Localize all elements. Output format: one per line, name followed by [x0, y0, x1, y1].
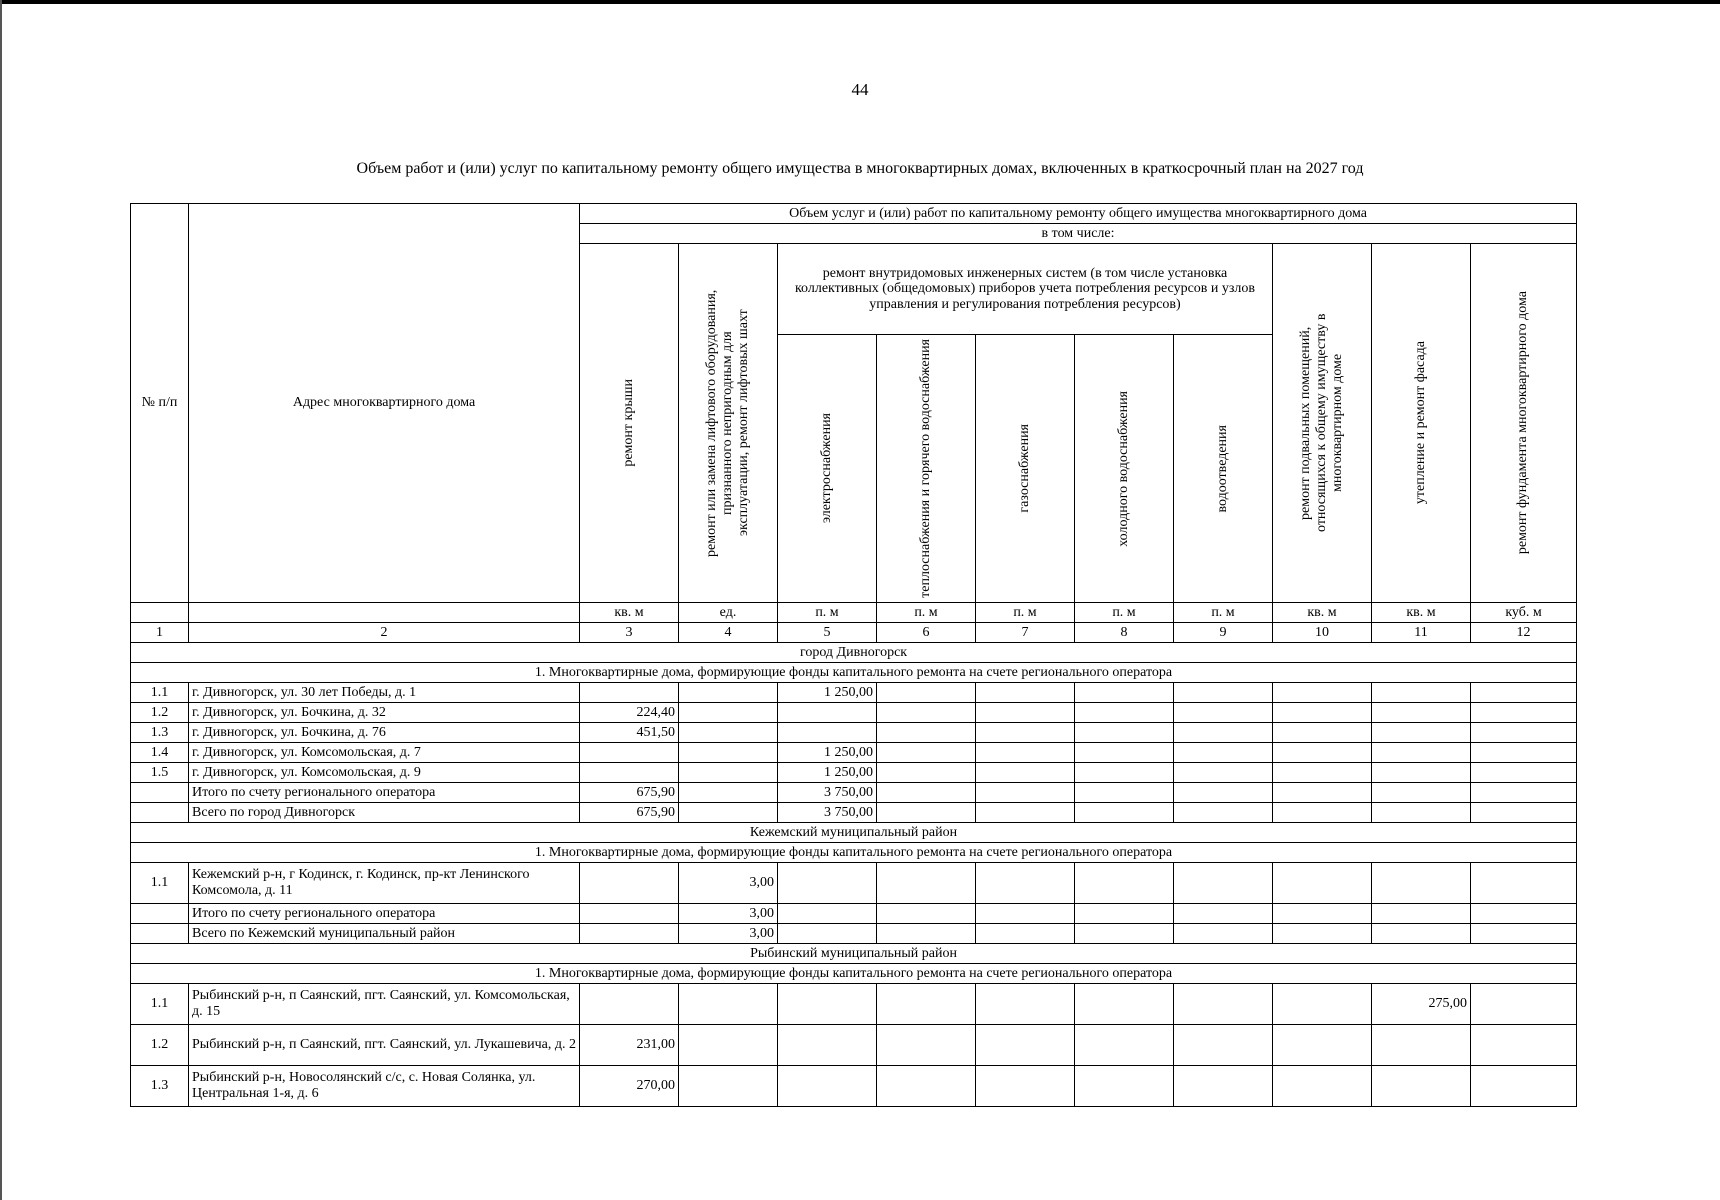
- value-cell: [1174, 682, 1273, 702]
- unit-cell: куб. м: [1471, 602, 1577, 622]
- value-cell: [976, 722, 1075, 742]
- value-cell: [580, 923, 679, 943]
- value-cell: [679, 1024, 778, 1065]
- value-cell: [1372, 862, 1471, 903]
- value-cell: [877, 782, 976, 802]
- row-address: г. Дивногорск, ул. Комсомольская, д. 9: [189, 762, 580, 782]
- value-cell: [1075, 782, 1174, 802]
- value-cell: [1372, 923, 1471, 943]
- value-cell: 275,00: [1372, 983, 1471, 1024]
- header-including: в том числе:: [580, 224, 1577, 244]
- value-cell: [1273, 682, 1372, 702]
- value-cell: [1075, 903, 1174, 923]
- units-row: [131, 602, 1577, 622]
- value-cell: [877, 682, 976, 702]
- col-number: 7: [976, 622, 1075, 642]
- row-address: Рыбинский р-н, п Саянский, пгт. Саянский, ул. Лукашевича, д. 2: [189, 1024, 580, 1065]
- unit-cell: кв. м: [1372, 602, 1471, 622]
- value-cell: [679, 762, 778, 782]
- col-number: 1: [131, 622, 189, 642]
- value-cell: [976, 802, 1075, 822]
- value-cell: 1 250,00: [778, 742, 877, 762]
- row-number: 1.1: [131, 682, 189, 702]
- table-row: [131, 722, 1577, 742]
- value-cell: [1075, 802, 1174, 822]
- value-cell: [778, 1065, 877, 1106]
- value-cell: [580, 762, 679, 782]
- value-cell: [1372, 722, 1471, 742]
- header-roof: ремонт крыши: [580, 244, 679, 603]
- value-cell: 1 250,00: [778, 762, 877, 782]
- col-number: 3: [580, 622, 679, 642]
- row-number: [131, 903, 189, 923]
- section-title: город Дивногорск: [131, 642, 1577, 662]
- value-cell: 224,40: [580, 702, 679, 722]
- value-cell: [1174, 722, 1273, 742]
- row-number: 1.2: [131, 1024, 189, 1065]
- header-drainage: водоотведения: [1174, 335, 1273, 603]
- value-cell: [1471, 1065, 1577, 1106]
- value-cell: [976, 762, 1075, 782]
- section-row: [131, 822, 1577, 842]
- value-cell: [1471, 983, 1577, 1024]
- value-cell: [1174, 923, 1273, 943]
- value-cell: [1372, 742, 1471, 762]
- value-cell: [778, 702, 877, 722]
- value-cell: 1 250,00: [778, 682, 877, 702]
- value-cell: [976, 682, 1075, 702]
- value-cell: [877, 983, 976, 1024]
- value-cell: [1075, 1024, 1174, 1065]
- row-number: [131, 802, 189, 822]
- value-cell: [1471, 722, 1577, 742]
- unit-cell: кв. м: [1273, 602, 1372, 622]
- value-cell: [1174, 782, 1273, 802]
- value-cell: 3 750,00: [778, 802, 877, 822]
- value-cell: [1174, 903, 1273, 923]
- row-address: Всего по Кежемский муниципальный район: [189, 923, 580, 943]
- header-engineering: ремонт внутридомовых инженерных систем (в том числе установка коллективных (общедомовых) приборов учета потребления ресурсов и узлов управления и регулирования потребления ресурсов): [778, 244, 1273, 335]
- value-cell: [877, 722, 976, 742]
- value-cell: [778, 722, 877, 742]
- value-cell: [778, 923, 877, 943]
- row-address: Рыбинский р-н, Новосолянский с/с, с. Новая Солянка, ул. Центральная 1-я, д. 6: [189, 1065, 580, 1106]
- row-number: 1.1: [131, 983, 189, 1024]
- header-facade: утепление и ремонт фасада: [1372, 244, 1471, 603]
- value-cell: [976, 983, 1075, 1024]
- col-number: 4: [679, 622, 778, 642]
- value-cell: [976, 1024, 1075, 1065]
- row-number: 1.4: [131, 742, 189, 762]
- value-cell: [1174, 742, 1273, 762]
- column-numbers-row: [131, 622, 1577, 642]
- row-number: 1.3: [131, 1065, 189, 1106]
- value-cell: [1471, 742, 1577, 762]
- value-cell: [976, 903, 1075, 923]
- table-row: [131, 903, 1577, 923]
- value-cell: [1273, 702, 1372, 722]
- header-heat: теплоснабжения и горячего водоснабжения: [877, 335, 976, 603]
- value-cell: [976, 782, 1075, 802]
- value-cell: [1471, 923, 1577, 943]
- row-address: Итого по счету регионального оператора: [189, 903, 580, 923]
- unit-cell: п. м: [877, 602, 976, 622]
- value-cell: [679, 702, 778, 722]
- table-row: [131, 1065, 1577, 1106]
- header-elevator: ремонт или замена лифтового оборудования, признанного непригодным для эксплуатации, ремонт лифтовых шахт: [679, 244, 778, 603]
- value-cell: [976, 702, 1075, 722]
- value-cell: [1471, 1024, 1577, 1065]
- subsection-row: [131, 963, 1577, 983]
- row-number: 1.2: [131, 702, 189, 722]
- col-number: 8: [1075, 622, 1174, 642]
- value-cell: [1075, 1065, 1174, 1106]
- value-cell: [1273, 862, 1372, 903]
- value-cell: [1174, 1065, 1273, 1106]
- header-cold-water: холодного водоснабжения: [1075, 335, 1174, 603]
- value-cell: [1372, 762, 1471, 782]
- col-number: 5: [778, 622, 877, 642]
- value-cell: [1471, 702, 1577, 722]
- value-cell: [679, 782, 778, 802]
- value-cell: [1372, 782, 1471, 802]
- value-cell: [1174, 802, 1273, 822]
- table-row: [131, 923, 1577, 943]
- row-number: 1.1: [131, 862, 189, 903]
- value-cell: 3,00: [679, 862, 778, 903]
- col-number: 11: [1372, 622, 1471, 642]
- header-basement: ремонт подвальных помещений, относящихся к общему имуществу в многоквартирном доме: [1273, 244, 1372, 603]
- subsection-row: [131, 662, 1577, 682]
- row-number: [131, 923, 189, 943]
- value-cell: [877, 1065, 976, 1106]
- row-address: Рыбинский р-н, п Саянский, пгт. Саянский, ул. Комсомольская, д. 15: [189, 983, 580, 1024]
- value-cell: [976, 862, 1075, 903]
- value-cell: [679, 722, 778, 742]
- value-cell: [1273, 782, 1372, 802]
- value-cell: [1273, 802, 1372, 822]
- value-cell: [1174, 1024, 1273, 1065]
- value-cell: [1372, 802, 1471, 822]
- header-gas: газоснабжения: [976, 335, 1075, 603]
- value-cell: [1174, 702, 1273, 722]
- table-row: [131, 1024, 1577, 1065]
- value-cell: [1372, 682, 1471, 702]
- value-cell: [1471, 762, 1577, 782]
- header-electric: электроснабжения: [778, 335, 877, 603]
- value-cell: [1471, 862, 1577, 903]
- value-cell: [1273, 1024, 1372, 1065]
- value-cell: 451,50: [580, 722, 679, 742]
- header-address: Адрес многоквартирного дома: [189, 204, 580, 603]
- row-address: Итого по счету регионального оператора: [189, 782, 580, 802]
- value-cell: [580, 983, 679, 1024]
- value-cell: [1273, 903, 1372, 923]
- value-cell: [976, 742, 1075, 762]
- table-row: [131, 742, 1577, 762]
- header-num: № п/п: [131, 204, 189, 603]
- value-cell: [679, 802, 778, 822]
- value-cell: [877, 1024, 976, 1065]
- value-cell: [1273, 923, 1372, 943]
- subsection-row: [131, 842, 1577, 862]
- section-title: Кежемский муниципальный район: [131, 822, 1577, 842]
- value-cell: [1471, 903, 1577, 923]
- value-cell: [679, 742, 778, 762]
- value-cell: 231,00: [580, 1024, 679, 1065]
- table-row: [131, 702, 1577, 722]
- value-cell: [1372, 903, 1471, 923]
- value-cell: 3 750,00: [778, 782, 877, 802]
- table-row: [131, 682, 1577, 702]
- row-address: г. Дивногорск, ул. Бочкина, д. 32: [189, 702, 580, 722]
- value-cell: [1075, 762, 1174, 782]
- value-cell: [1273, 983, 1372, 1024]
- subsection-title: 1. Многоквартирные дома, формирующие фонды капитального ремонта на счете регионального оператора: [131, 963, 1577, 983]
- value-cell: 675,90: [580, 782, 679, 802]
- value-cell: [877, 742, 976, 762]
- top-border: [0, 0, 1720, 4]
- section-title: Рыбинский муниципальный район: [131, 943, 1577, 963]
- value-cell: [1372, 1065, 1471, 1106]
- unit-cell: п. м: [1075, 602, 1174, 622]
- unit-cell: п. м: [976, 602, 1075, 622]
- section-row: [131, 943, 1577, 963]
- value-cell: [1273, 762, 1372, 782]
- unit-cell: п. м: [778, 602, 877, 622]
- value-cell: [877, 903, 976, 923]
- row-address: Всего по город Дивногорск: [189, 802, 580, 822]
- value-cell: [778, 862, 877, 903]
- value-cell: 270,00: [580, 1065, 679, 1106]
- value-cell: [1075, 702, 1174, 722]
- value-cell: [679, 682, 778, 702]
- value-cell: [877, 802, 976, 822]
- value-cell: [976, 1065, 1075, 1106]
- value-cell: [1273, 1065, 1372, 1106]
- col-number: 12: [1471, 622, 1577, 642]
- value-cell: [778, 903, 877, 923]
- value-cell: [1174, 862, 1273, 903]
- value-cell: [1075, 742, 1174, 762]
- value-cell: [1075, 682, 1174, 702]
- value-cell: [1471, 682, 1577, 702]
- unit-cell: кв. м: [580, 602, 679, 622]
- row-number: [131, 782, 189, 802]
- value-cell: [877, 923, 976, 943]
- value-cell: [976, 923, 1075, 943]
- header-volume-group: Объем услуг и (или) работ по капитальному ремонту общего имущества многоквартирного дома: [580, 204, 1577, 224]
- value-cell: [1075, 983, 1174, 1024]
- value-cell: [877, 762, 976, 782]
- value-cell: [877, 702, 976, 722]
- subsection-title: 1. Многоквартирные дома, формирующие фонды капитального ремонта на счете регионального оператора: [131, 842, 1577, 862]
- unit-cell: п. м: [1174, 602, 1273, 622]
- value-cell: [679, 983, 778, 1024]
- value-cell: 3,00: [679, 923, 778, 943]
- header-foundation: ремонт фундамента многоквартирного дома: [1471, 244, 1577, 603]
- row-number: 1.3: [131, 722, 189, 742]
- row-address: г. Дивногорск, ул. 30 лет Победы, д. 1: [189, 682, 580, 702]
- page-number: 44: [851, 80, 869, 99]
- value-cell: [1471, 782, 1577, 802]
- section-row: [131, 642, 1577, 662]
- left-border: [0, 0, 2, 1200]
- value-cell: [679, 1065, 778, 1106]
- row-address: г. Дивногорск, ул. Комсомольская, д. 7: [189, 742, 580, 762]
- value-cell: [1372, 702, 1471, 722]
- value-cell: [1471, 802, 1577, 822]
- value-cell: [1372, 1024, 1471, 1065]
- value-cell: [1075, 722, 1174, 742]
- document-title: Объем работ и (или) услуг по капитальному ремонту общего имущества в многоквартирных домах, включенных в краткосрочный план на 2027 год: [356, 160, 1364, 177]
- table-row: [131, 782, 1577, 802]
- row-address: г. Дивногорск, ул. Бочкина, д. 76: [189, 722, 580, 742]
- value-cell: [580, 903, 679, 923]
- value-cell: [1174, 983, 1273, 1024]
- col-number: 2: [189, 622, 580, 642]
- value-cell: [778, 983, 877, 1024]
- value-cell: [1075, 923, 1174, 943]
- col-number: 9: [1174, 622, 1273, 642]
- value-cell: [580, 742, 679, 762]
- subsection-title: 1. Многоквартирные дома, формирующие фонды капитального ремонта на счете регионального оператора: [131, 662, 1577, 682]
- value-cell: [877, 862, 976, 903]
- table-row: [131, 802, 1577, 822]
- value-cell: 675,90: [580, 802, 679, 822]
- value-cell: [1273, 742, 1372, 762]
- value-cell: 3,00: [679, 903, 778, 923]
- table-row: [131, 983, 1577, 1024]
- row-address: Кежемский р-н, г Кодинск, г. Кодинск, пр-кт Ленинского Комсомола, д. 11: [189, 862, 580, 903]
- value-cell: [1174, 762, 1273, 782]
- capital-repair-table: [130, 203, 1577, 1107]
- col-number: 10: [1273, 622, 1372, 642]
- table-row: [131, 862, 1577, 903]
- table-row: [131, 762, 1577, 782]
- value-cell: [1273, 722, 1372, 742]
- col-number: 6: [877, 622, 976, 642]
- value-cell: [580, 682, 679, 702]
- unit-cell: ед.: [679, 602, 778, 622]
- value-cell: [778, 1024, 877, 1065]
- row-number: 1.5: [131, 762, 189, 782]
- value-cell: [1075, 862, 1174, 903]
- value-cell: [580, 862, 679, 903]
